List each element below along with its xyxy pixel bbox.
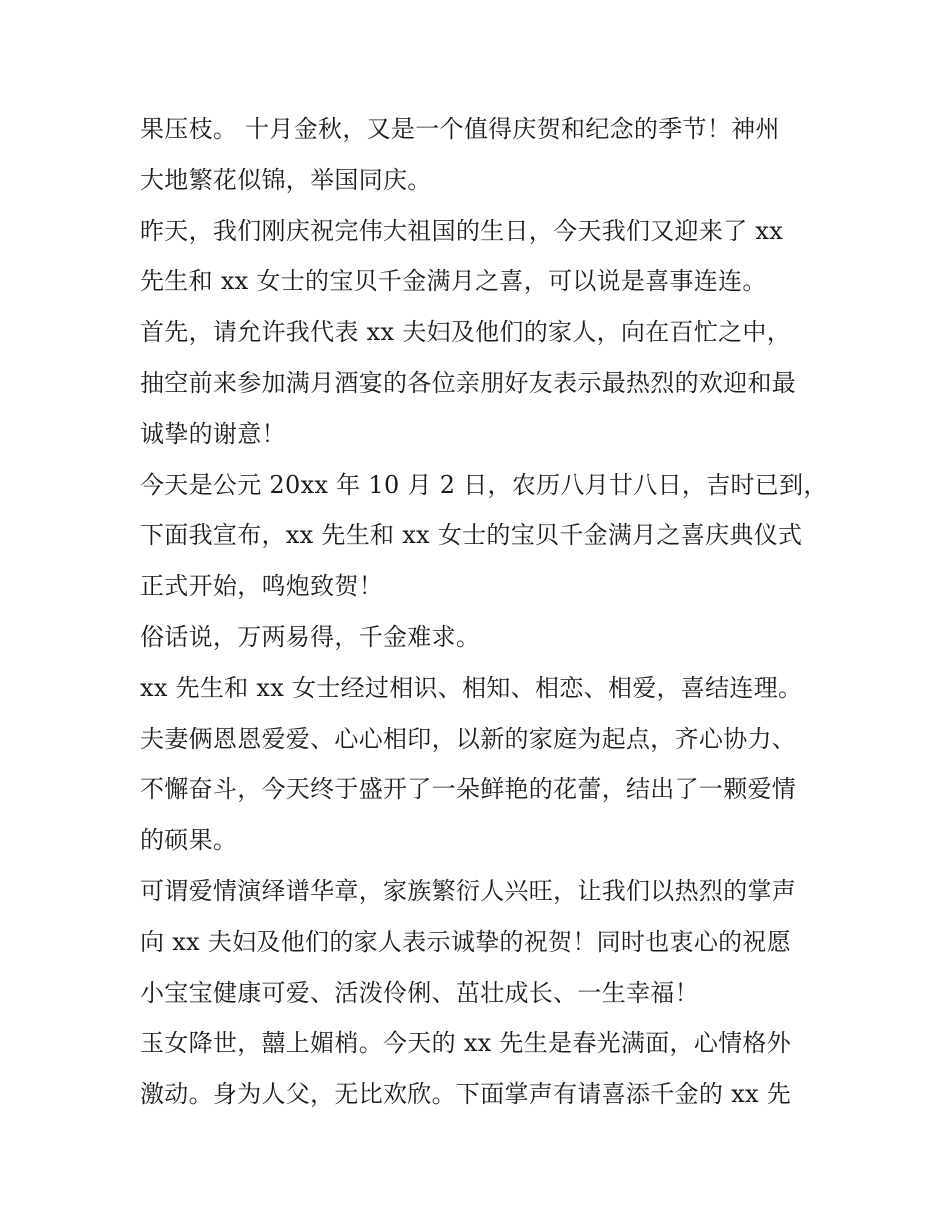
text-line: 首先，请允许我代表 xx 夫妇及他们的家人，向在百忙之中，	[140, 318, 792, 347]
text-line: 抽空前来参加满月酒宴的各位亲朋好友表示最热烈的欢迎和最	[140, 368, 797, 397]
text-line: 大地繁花似锦，举国同庆。	[140, 165, 432, 194]
text-line: 玉女降世，囍上媚梢。今天的 xx 先生是春光满面，心情格外	[140, 1029, 792, 1058]
text-line: 正式开始，鸣炮致贺！	[140, 572, 383, 601]
text-line: 果压枝。 十月金秋，又是一个值得庆贺和纪念的季节！神州	[140, 115, 780, 143]
text-line: 诚挚的谢意！	[140, 419, 286, 448]
text-line: 的硕果。	[140, 826, 238, 855]
text-line: 可谓爱情演绎谱华章，家族繁衍人兴旺，让我们以热烈的掌声	[140, 876, 797, 905]
text-line: 今天是公元 20xx 年 10 月 2 日，农历八月廿八日，吉时已到，	[140, 470, 828, 499]
text-line: 小宝宝健康可爱、活泼伶俐、茁壮成长、一生幸福！	[140, 978, 699, 1007]
document-body	[140, 104, 830, 1120]
text-line: 俗话说，万两易得，千金难求。	[140, 622, 481, 651]
text-line: xx 先生和 xx 女士经过相识、相知、相恋、相爱，喜结连理。	[140, 673, 803, 702]
text-line: 下面我宣布，xx 先生和 xx 女士的宝贝千金满月之喜庆典仪式	[140, 521, 803, 550]
text-line: 向 xx 夫妇及他们的家人表示诚挚的祝贺！同时也衷心的祝愿	[140, 927, 792, 956]
text-line: 昨天，我们刚庆祝完伟大祖国的生日，今天我们又迎来了 xx	[140, 216, 784, 245]
text-line: 夫妻俩恩恩爱爱、心心相印，以新的家庭为起点，齐心协力、	[140, 724, 797, 753]
text-line: 激动。身为人父，无比欢欣。下面掌声有请喜添千金的 xx 先	[140, 1080, 792, 1109]
text-line: 不懈奋斗，今天终于盛开了一朵鲜艳的花蕾，结出了一颗爱情	[140, 775, 797, 804]
text-line: 先生和 xx 女士的宝贝千金满月之喜，可以说是喜事连连。	[140, 267, 767, 296]
